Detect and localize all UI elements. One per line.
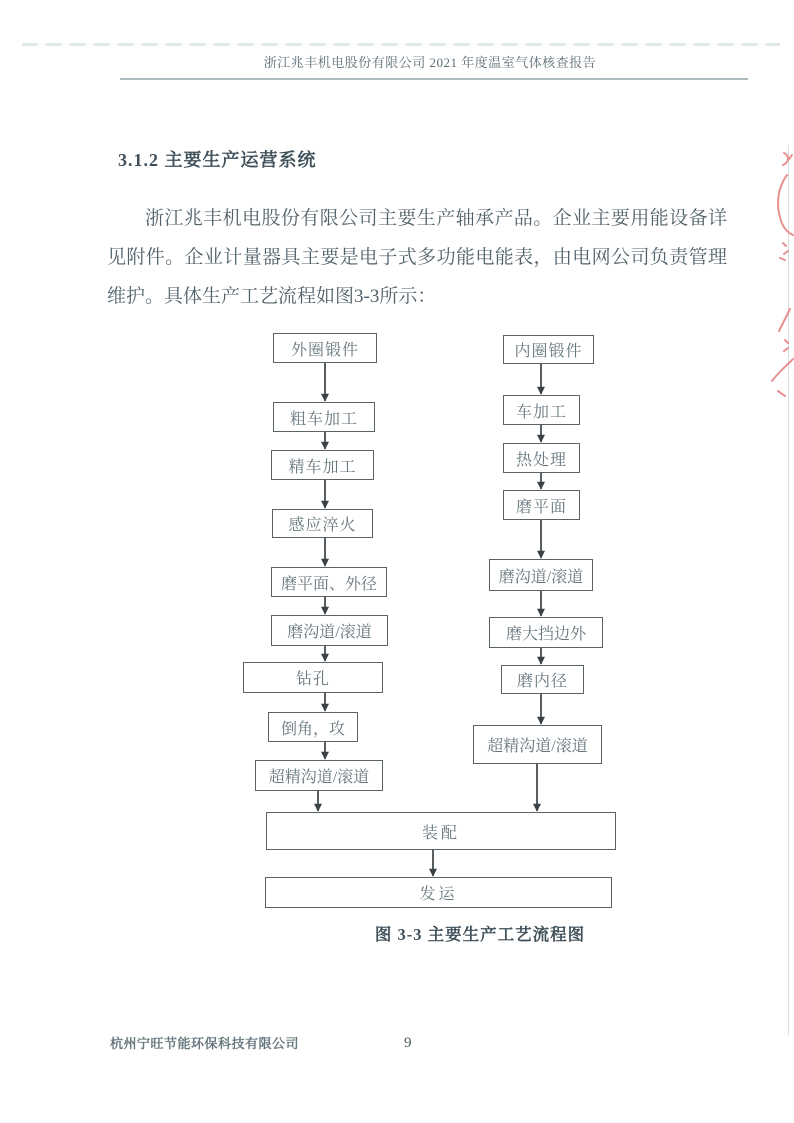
flow-box-superfinish-raceway-right: 超精沟道/滚道 — [473, 725, 602, 764]
figure-caption: 图 3-3 主要生产工艺流程图 — [374, 925, 586, 944]
flow-box-assembly: 装配 — [266, 812, 616, 850]
body-paragraph: 浙江兆丰机电股份有限公司主要生产轴承产品。企业主要用能设备详见附件。企业计量器具主要是电子式多功能电能表，由电网公司负责管理维护。具体生产工艺流程如图3-3所示： — [107, 208, 727, 307]
flow-box-superfinish-raceway-left: 超精沟道/滚道 — [255, 760, 383, 791]
flow-box-grind-bore: 磨内径 — [501, 665, 584, 694]
red-seal-fragment — [765, 145, 794, 405]
footer-company: 杭州宁旺节能环保科技有限公司 — [110, 1036, 300, 1051]
flow-box-turning: 车加工 — [503, 395, 580, 425]
page-number: 9 — [404, 1035, 412, 1051]
flow-box-chamfer-tapping: 倒角，攻 — [268, 712, 358, 742]
scan-artifact-band — [22, 43, 780, 46]
flow-box-drilling: 钻孔 — [243, 662, 383, 693]
flow-box-grind-raceway-right: 磨沟道/滚道 — [489, 559, 593, 591]
page-edge-line — [788, 145, 789, 1035]
flow-box-grind-raceway-left: 磨沟道/滚道 — [271, 615, 388, 646]
flow-box-heat-treatment: 热处理 — [503, 443, 580, 473]
flow-box-shipping: 发运 — [265, 877, 612, 908]
report-header-title: 浙江兆丰机电股份有限公司 2021 年度温室气体核查报告 — [263, 55, 597, 70]
flow-box-induction-hardening: 感应淬火 — [272, 509, 373, 538]
header-rule — [120, 78, 748, 80]
flow-box-grind-large-rib: 磨大挡边外 — [489, 617, 603, 648]
flow-box-rough-turning: 粗车加工 — [273, 402, 375, 432]
flow-box-grind-face-od: 磨平面、外径 — [271, 567, 387, 597]
section-heading: 3.1.2 主要生产运营系统 — [118, 150, 317, 170]
flow-box-grind-face: 磨平面 — [503, 490, 580, 520]
flow-box-fine-turning: 精车加工 — [271, 450, 374, 480]
flow-box-inner-ring-forging: 内圈锻件 — [503, 335, 594, 364]
flow-box-outer-ring-forging: 外圈锻件 — [273, 333, 377, 363]
